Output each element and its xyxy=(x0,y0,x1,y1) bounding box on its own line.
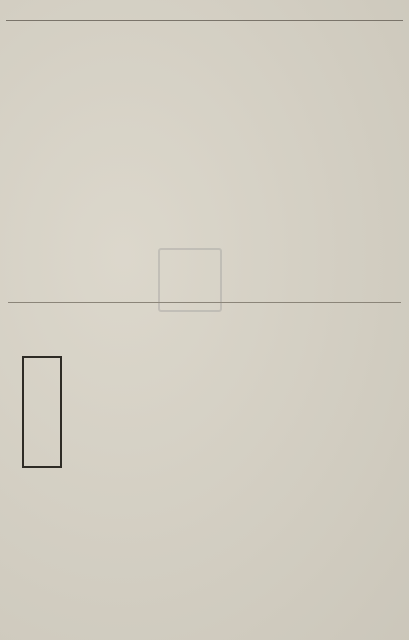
bottom-article-text xyxy=(22,308,401,614)
section-divider xyxy=(8,302,401,303)
page-header xyxy=(6,4,403,21)
